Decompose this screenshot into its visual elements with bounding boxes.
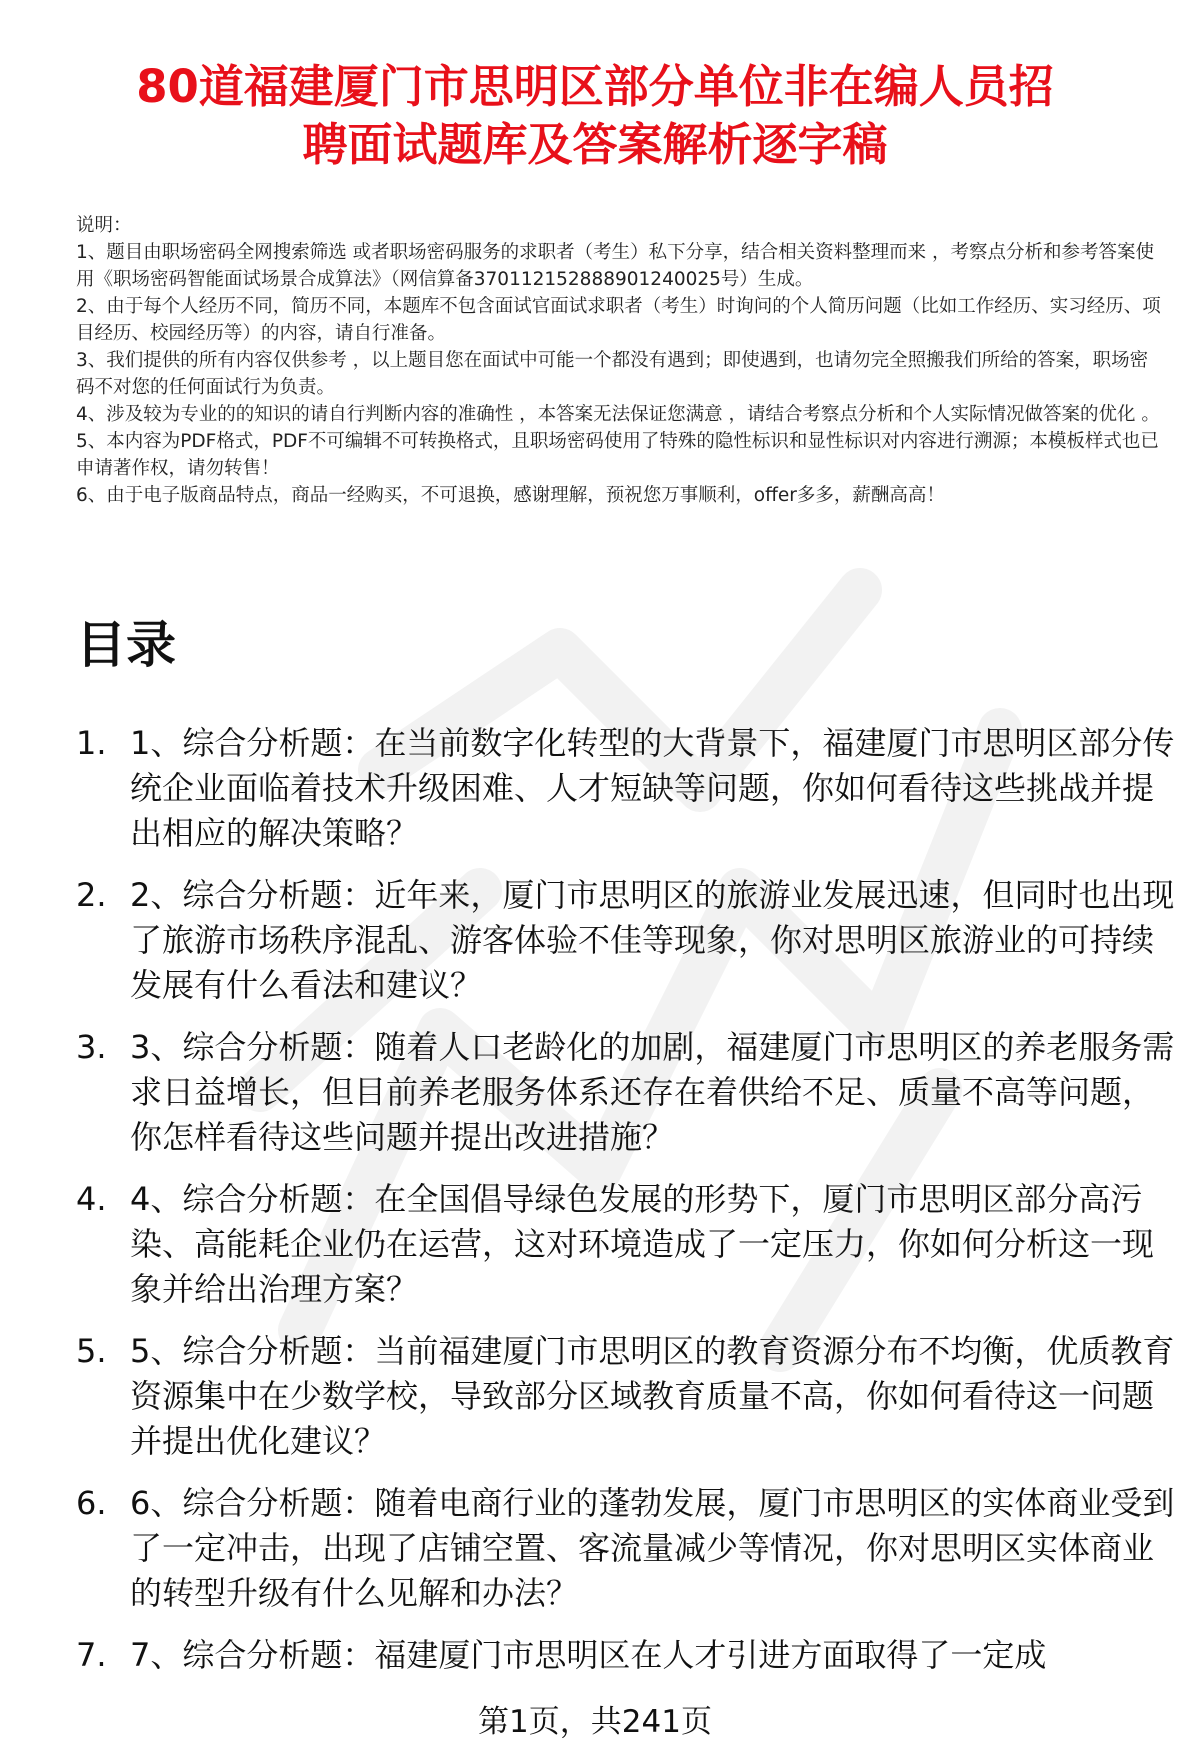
toc-item-text[interactable]: 7、综合分析题：福建厦门市思明区在人才引进方面取得了一定成 xyxy=(130,1636,1047,1674)
toc-heading: 目录 xyxy=(76,616,176,674)
toc-item-number: 4. xyxy=(76,1180,107,1218)
toc-item[interactable] xyxy=(76,1481,1176,1616)
toc-item-number: 6. xyxy=(76,1484,107,1522)
toc-item[interactable] xyxy=(76,721,1176,856)
toc-item[interactable] xyxy=(76,1329,1176,1464)
toc-item[interactable] xyxy=(76,1025,1176,1160)
title-line-2: 聘面试题库及答案解析逐字稿 xyxy=(302,118,888,171)
instruction-item: 6、由于电子版商品特点，商品一经购买，不可退换，感谢理解，预祝您万事顺利，offer多多，薪酬高高！ xyxy=(76,485,945,506)
instruction-item: 3、我们提供的所有内容仅供参考 ，以上题目您在面试中可能一个都没有遇到；即使遇到，也请勿完全照搬我们所给的答案，职场密码不对您的任何面试行为负责。 xyxy=(76,350,1149,398)
table-of-contents xyxy=(76,721,1176,1695)
toc-item-text[interactable]: 2、综合分析题：近年来，厦门市思明区的旅游业发展迅速，但同时也出现了旅游市场秩序混乱、游客体验不佳等现象，你对思明区旅游业的可持续发展有什么看法和建议？ xyxy=(130,876,1175,1004)
toc-item-text[interactable]: 3、综合分析题：随着人口老龄化的加剧，福建厦门市思明区的养老服务需求日益增长，但目前养老服务体系还存在着供给不足、质量不高等问题，你怎样看待这些问题并提出改进措施？ xyxy=(130,1028,1175,1156)
toc-item[interactable] xyxy=(76,873,1176,1008)
toc-item[interactable] xyxy=(76,1633,1176,1678)
instruction-item: 1、题目由职场密码全网搜索筛选 或者职场密码服务的求职者（考生）私下分享，结合相关资料整理而来 ，考察点分析和参考答案使用《职场密码智能面试场景合成算法》（网信算备370112152888901240025号）生成。 xyxy=(76,242,1155,290)
toc-item-number: 1. xyxy=(76,724,107,762)
toc-item-number: 7. xyxy=(76,1636,107,1674)
page-number: 第1页，共241页 xyxy=(478,1704,712,1740)
toc-item-text[interactable]: 1、综合分析题：在当前数字化转型的大背景下，福建厦门市思明区部分传统企业面临着技术升级困难、人才短缺等问题，你如何看待这些挑战并提出相应的解决策略？ xyxy=(130,724,1175,852)
instruction-item: 2、由于每个人经历不同，简历不同，本题库不包含面试官面试求职者（考生）时询问的个人简历问题（比如工作经历、实习经历、项目经历、校园经历等）的内容，请自行准备。 xyxy=(76,296,1161,344)
toc-item-text[interactable]: 4、综合分析题：在全国倡导绿色发展的形势下，厦门市思明区部分高污染、高能耗企业仍在运营，这对环境造成了一定压力，你如何分析这一现象并给出治理方案？ xyxy=(130,1180,1155,1308)
instruction-item: 4、涉及较为专业的的知识的请自行判断内容的准确性 ，本答案无法保证您满意 ，请结合考察点分析和个人实际情况做答案的优化 。 xyxy=(76,404,1160,425)
instructions-heading: 说明： xyxy=(76,215,132,236)
toc-item[interactable] xyxy=(76,1177,1176,1312)
title-line-1: 80道福建厦门市思明区部分单位非在编人员招 xyxy=(136,60,1054,113)
toc-item-text[interactable]: 5、综合分析题：当前福建厦门市思明区的教育资源分布不均衡，优质教育资源集中在少数学校，导致部分区域教育质量不高，你如何看待这一问题并提出优化建议？ xyxy=(130,1332,1175,1460)
instruction-item: 5、本内容为PDF格式，PDF不可编辑不可转换格式，且职场密码使用了特殊的隐性标识和显性标识对内容进行溯源；本模板样式也已申请著作权，请勿转售！ xyxy=(76,431,1159,479)
toc-item-text[interactable]: 6、综合分析题：随着电商行业的蓬勃发展，厦门市思明区的实体商业受到了一定冲击，出现了店铺空置、客流量减少等情况，你对思明区实体商业的转型升级有什么见解和办法？ xyxy=(130,1484,1175,1612)
document-title xyxy=(0,58,1190,174)
toc-item-number: 5. xyxy=(76,1332,107,1370)
toc-item-number: 3. xyxy=(76,1028,107,1066)
instructions-section xyxy=(76,212,1166,509)
toc-item-number: 2. xyxy=(76,876,107,914)
